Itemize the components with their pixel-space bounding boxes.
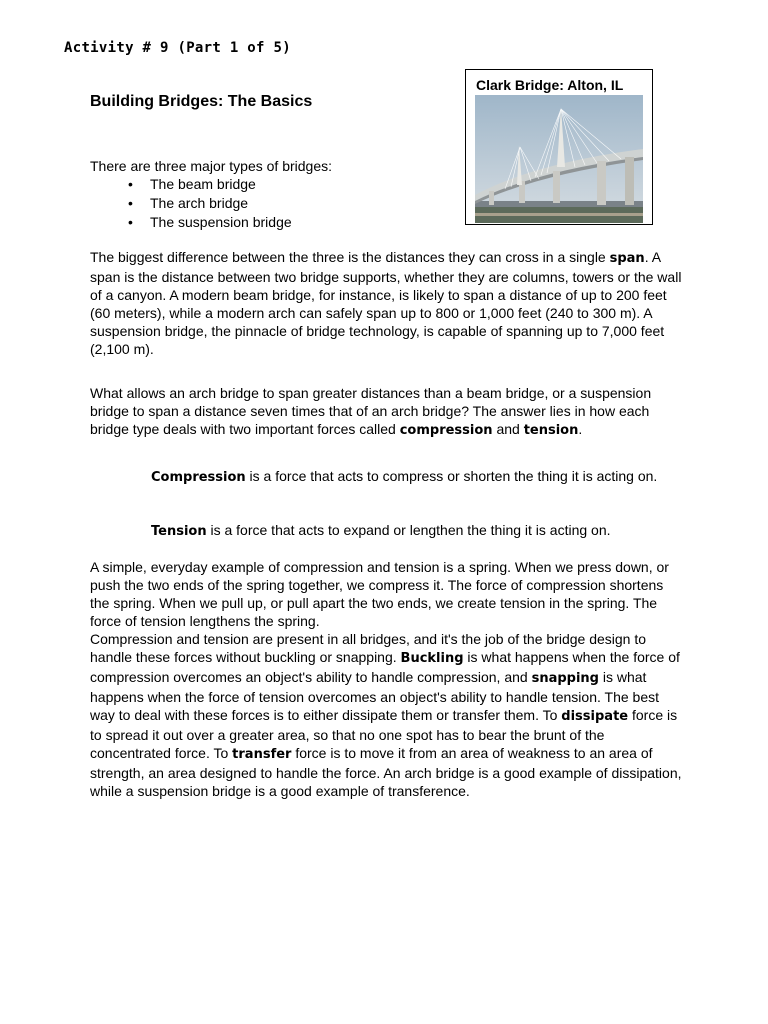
intro-text: There are three major types of bridges: xyxy=(90,158,333,174)
term-snapping: snapping xyxy=(531,671,599,686)
paragraph-forces: What allows an arch bridge to span greater distances than a beam bridge, or a suspension bridge to span a distance seven times that of an arch bridge? The answer lies in how each bridge type deals with two important forces called compression and tension. xyxy=(90,385,652,438)
definition-compression: Compression is a force that acts to compress or shorten the thing it is acting on. xyxy=(151,468,658,485)
list-item: • The suspension bridge xyxy=(128,213,292,232)
term-tension: tension xyxy=(523,423,579,438)
definition-tension: Tension is a force that acts to expand or lengthen the thing it is acting on. xyxy=(151,522,611,539)
list-item: • The arch bridge xyxy=(128,194,292,213)
term-span: span xyxy=(609,251,645,266)
photo-box xyxy=(465,69,653,225)
list-item: • The beam bridge xyxy=(128,175,292,194)
page-title: Building Bridges: The Basics xyxy=(90,93,313,110)
paragraph-span: The biggest difference between the three is the distances they can cross in a single span. A span is the distance between two bridge supports, whether they are columns, towers or the wall of a canyon. A modern beam bridge, for instance, is likely to span a distance of up to 200 feet (60 meters), while a modern arch can safely span up to 800 or 1,000 feet (240 to 300 m). A suspension bridge, the pinnacle of bridge technology, is capable of spanning up to 7,000 feet (2,100 m). xyxy=(90,249,682,357)
paragraph-spring: A simple, everyday example of compression and tension is a spring. When we press down, or push the two ends of the spring together, we compress it. The force of compression shortens the spring. When we pull up, or pull apart the two ends, we create tension in the spring. The force of tension lengthens the spring. Compression and tension are present in all bridges, and it's the job of the bridge design to handle these forces without buckling or snapping. Buckling is what happens when the force of compression overcomes an object's ability to handle compression, and snapping is what happens when the force of tension overcomes an object's ability to handle tension. The best way to deal with these forces is to either dissipate them or transfer them. To dissipate force is to spread it out over a greater area, so that no one spot has to bear the brunt of the concentrated force. To transfer force is to move it from an area of weakness to an area of strength, an area designed to handle the force. An arch bridge is a good example of dissipation, while a suspension bridge is a good example of transference. xyxy=(90,559,682,799)
term-buckling: Buckling xyxy=(400,651,464,666)
term-compression: compression xyxy=(399,423,493,438)
activity-heading: Activity # 9 (Part 1 of 5) xyxy=(64,40,291,56)
term-dissipate: dissipate xyxy=(561,709,629,724)
bridge-types-list xyxy=(128,175,292,232)
photo-caption: Clark Bridge: Alton, IL xyxy=(476,77,624,93)
term-transfer: transfer xyxy=(232,747,292,762)
